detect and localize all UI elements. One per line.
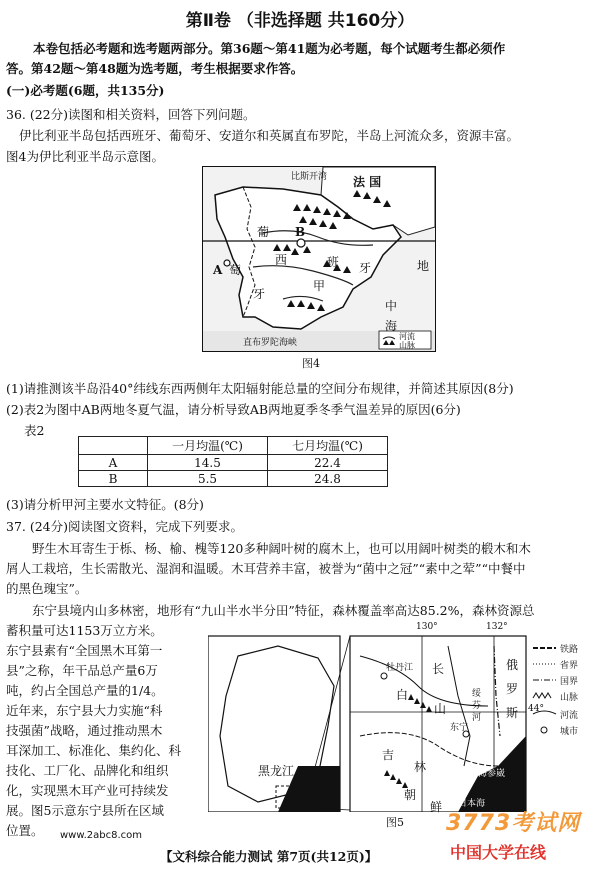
page-title: 第Ⅱ卷 （非选择题 共160分） [185, 11, 415, 31]
intro-line-2: 答。第42题～第48题为选考题，考生根据要求作答。 [6, 61, 304, 76]
map-japan-sea: 日本海 [458, 799, 486, 809]
table-cell: 22.4 [268, 455, 388, 471]
map-chang: 长 [432, 662, 445, 676]
table-header-cell: 一月均温(℃) [148, 437, 268, 455]
map-river-jia: 甲 [313, 279, 326, 293]
q36-para-2: 图4为伊比利亚半岛示意图。 [6, 149, 164, 164]
q37-stem: 37. (24分)阅读图文资料，完成下列要求。 [6, 519, 244, 534]
map-legend-mountain: 山脉 [399, 341, 415, 350]
q36-sub-2: (2)表2为图中AB两地冬夏气温，请分析导致AB两地夏季冬季气温差异的原因(6分) [6, 402, 461, 417]
q36-para-1: 伊比利亚半岛包括西班牙、葡萄牙、安道尔和英属直布罗陀，半岛上河流众多，资源丰富。 [19, 128, 520, 143]
q37-para-4: 东宁县境内山多林密，地形有“九山半水半分田”特征，森林覆盖率高达85.2%，森林资源总 [32, 603, 535, 618]
table-row [79, 455, 388, 471]
q37-left-line: 化，实现黑木耳产业可持续发 [6, 783, 169, 798]
table-cell: 24.8 [268, 471, 388, 487]
table-cell: 14.5 [148, 455, 268, 471]
legend-railway: 铁路 [560, 645, 579, 655]
map-legend-river: 河流 [399, 332, 415, 341]
table-row [79, 471, 388, 487]
map-suifen-3: 河 [472, 713, 482, 723]
q36-stem: 36. (22分)读图和相关资料，回答下列问题。 [6, 107, 256, 122]
dongning-map [208, 616, 593, 812]
page-footer: 【文科综合能力测试 第7页(共12页)】 [160, 849, 378, 864]
map-lon-132: 132° [486, 622, 508, 632]
q37-left-column [6, 622, 181, 840]
map-haishenwei: 海参崴 [478, 769, 506, 779]
figure-4-caption: 图4 [302, 357, 320, 370]
q37-para-3: 的黑色瑰宝”。 [6, 581, 88, 596]
q37-left-line: 位置。 [6, 823, 44, 838]
q37-left-line: 展。图5示意东宁县所在区域 [6, 803, 164, 818]
map-xian: 鲜 [430, 800, 443, 814]
watermark-brand: 3773考试网 [446, 811, 581, 836]
map-point-a: A [213, 263, 223, 277]
map-portugal-2: 萄 [229, 263, 242, 277]
map-portugal-1: 葡 [257, 225, 270, 239]
legend-city: 城市 [560, 727, 579, 737]
map-russia-3: 斯 [506, 706, 519, 720]
map-dongning: 东宁 [450, 723, 469, 733]
map-bay-label: 比斯开湾 [291, 172, 328, 182]
map-heilongjiang: 黑龙江 [258, 764, 295, 778]
map-france-label: 法 国 [353, 175, 382, 189]
table-header-cell: 七月均温(℃) [268, 437, 388, 455]
table-cell: B [79, 471, 148, 487]
q37-left-line: 技强菌”战略，通过推动黑木 [6, 723, 163, 738]
map-lon-130: 130° [416, 622, 438, 632]
iberia-map [202, 166, 436, 352]
map-lat-44: 44° [528, 704, 544, 714]
map-lin: 林 [414, 760, 427, 774]
legend-river: 河流 [560, 711, 579, 721]
q37-left-line: 耳深加工、标准化、集约化、科 [6, 743, 182, 758]
q37-left-line: 近年来，东宁县大力实施“科 [6, 703, 163, 718]
map-portugal-3: 牙 [253, 287, 266, 301]
map-spain-1: 西 [275, 253, 288, 267]
section-heading: (一)必考题(6题，共135分) [6, 83, 165, 98]
map-ji: 吉 [382, 748, 395, 762]
map-suifen-1: 绥 [472, 689, 482, 699]
q37-para-1: 野生木耳寄生于栎、杨、榆、槐等120多种阔叶树的腐木上，也可以用阔叶树类的椴木和木 [32, 541, 531, 556]
map-bai: 白 [396, 688, 409, 702]
map-med-1: 地 [417, 259, 430, 273]
watermark-brand-2: 中国大学在线 [450, 843, 547, 862]
q37-left-line: 技化、工厂化、品牌化和组织 [6, 763, 169, 778]
map-med-3: 海 [385, 319, 398, 333]
map-point-b: B [295, 225, 306, 239]
q37-para-2: 屑人工栽培，生长需散光、湿润和温暖。木耳营养丰富，被誉为“菌中之冠”“素中之荤”“中餐中 [6, 561, 526, 576]
q37-left-line: 蓄积量可达1153万立方米。 [6, 623, 163, 638]
map-russia-2: 罗 [506, 682, 519, 696]
table-cell: A [79, 455, 148, 471]
q37-left-line: 东宁县素有“全国黑木耳第一 [6, 643, 163, 658]
dongning-map-drawing [208, 616, 593, 812]
table-header-row [79, 437, 388, 455]
q36-sub-1: (1)请推测该半岛沿40°纬线东西两侧年太阳辐射能总量的空间分布规律，并简述其原因(8分) [6, 381, 514, 396]
intro-line-1: 本卷包括必考题和选考题两部分。第36题～第41题为必考题，每个试题考生都必须作 [33, 41, 506, 56]
watermark-site: www.2abc8.com [60, 830, 143, 841]
figure-5-caption: 图5 [386, 816, 404, 829]
map-suifen-2: 芬 [472, 701, 482, 711]
temperature-table [78, 436, 388, 487]
map-spain-3: 牙 [359, 261, 372, 275]
iberia-map-drawing [203, 167, 435, 351]
legend-mountain: 山脉 [560, 693, 579, 703]
q37-left-line: 县”之称，年干品总产量6万 [6, 663, 158, 678]
q36-sub-3: (3)请分析甲河主要水文特征。(8分) [6, 497, 204, 512]
table-cell: 5.5 [148, 471, 268, 487]
table-label: 表2 [24, 423, 45, 438]
table-header-cell [79, 437, 148, 455]
map-chao: 朝 [404, 788, 417, 802]
map-spain-2: 班 [327, 255, 340, 269]
map-med-2: 中 [385, 299, 398, 313]
legend-province: 省界 [560, 661, 579, 671]
map-mudanjiang: 牡丹江 [386, 663, 414, 673]
q37-left-line: 吨，约占全国总产量的1/4。 [6, 683, 164, 698]
map-shan: 山 [434, 702, 447, 716]
legend-border: 国界 [560, 677, 579, 687]
map-russia-1: 俄 [506, 658, 519, 672]
map-strait-label: 直布罗陀海峡 [243, 338, 298, 348]
